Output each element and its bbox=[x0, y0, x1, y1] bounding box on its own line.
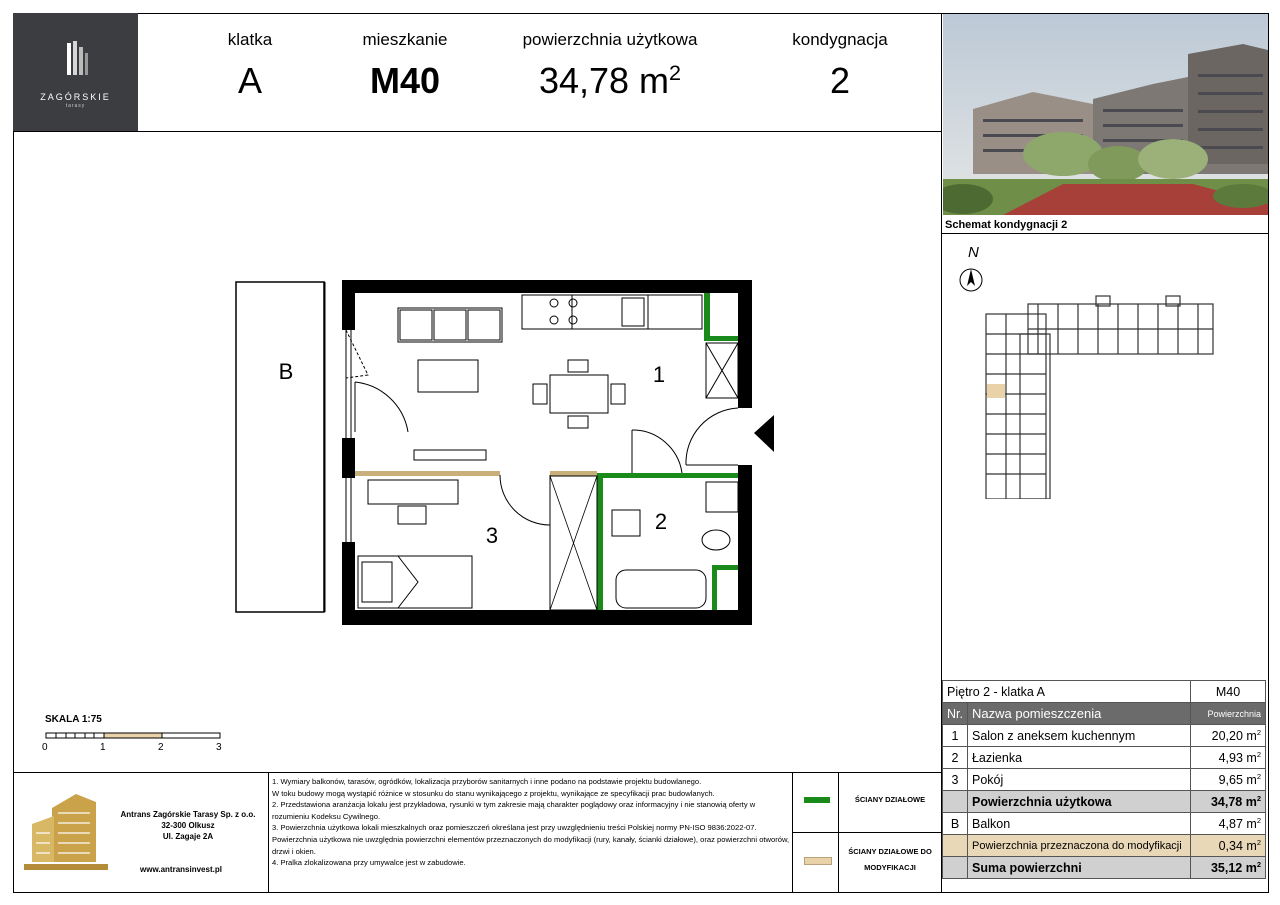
table-row-value: 35,12 bbox=[1210, 860, 1243, 875]
table-col-name: Nazwa pomieszczenia bbox=[967, 703, 1190, 725]
scale-label: SKALA 1:75 bbox=[45, 714, 102, 725]
table-row-value: 9,65 bbox=[1218, 772, 1243, 787]
table-row-nr: 1 bbox=[943, 725, 968, 747]
footer-divider-4 bbox=[792, 832, 942, 833]
table-row-value: 0,34 bbox=[1218, 838, 1243, 853]
note-4: 4. Pralka zlokalizowana przy umywalce jest w zabudowie. bbox=[272, 858, 466, 868]
legend-swatch-partition bbox=[804, 797, 830, 803]
table-row-nr: 3 bbox=[943, 769, 968, 791]
key-plan bbox=[978, 294, 1223, 499]
note-2: 2. Przedstawiona aranżacja lokalu jest przykładowa, rysunki w tym zakresie mają charakter poglądowy oraz informacyjny i nie stanowią oferty w rozumieniu Kodeksu Cywilnego. bbox=[272, 800, 756, 821]
table-row-unit: m bbox=[1246, 750, 1257, 765]
room-label-B: B bbox=[278, 359, 294, 384]
field-mieszkanie-label: mieszkanie bbox=[362, 30, 448, 49]
entry-arrow-icon bbox=[754, 415, 774, 452]
footer-divider bbox=[13, 772, 942, 773]
table-title: Piętro 2 - klatka A bbox=[943, 681, 1191, 703]
table-row-unit: m bbox=[1246, 728, 1257, 743]
table-row bbox=[943, 813, 1266, 835]
schema-title: Schemat kondygnacji 2 bbox=[945, 219, 1068, 231]
table-row-value: 4,87 bbox=[1218, 816, 1243, 831]
table-row-unit: m bbox=[1245, 794, 1257, 809]
table-row-name: Powierzchnia przeznaczona do modyfikacji bbox=[967, 835, 1190, 857]
website-link[interactable]: www.antransinvest.pl bbox=[140, 865, 222, 874]
table-row bbox=[943, 857, 1266, 879]
logo-mark-icon bbox=[65, 39, 89, 79]
company-city: 32-300 Olkusz bbox=[161, 821, 215, 830]
room-table bbox=[942, 680, 1266, 879]
table-row-value: 4,93 bbox=[1218, 750, 1243, 765]
scale-tick-1: 1 bbox=[100, 742, 106, 753]
table-row-nr bbox=[943, 857, 968, 879]
legend-label-modifiable: ŚCIANY DZIAŁOWE DO MODYFIKACJI bbox=[848, 847, 932, 872]
floor-plan bbox=[228, 270, 788, 640]
compass-icon bbox=[958, 266, 984, 294]
table-row-unit: m bbox=[1246, 838, 1257, 853]
table-row bbox=[943, 835, 1266, 857]
frame-left bbox=[13, 13, 14, 893]
room-label-3: 3 bbox=[485, 523, 499, 548]
table-body bbox=[943, 725, 1266, 879]
table-row bbox=[943, 791, 1266, 813]
table-row-area bbox=[1191, 769, 1266, 791]
table-row-area bbox=[1191, 835, 1266, 857]
key-plan-highlight bbox=[987, 384, 1005, 398]
table-row-unit: m bbox=[1246, 816, 1257, 831]
field-klatka-value: A bbox=[237, 60, 262, 101]
table-row-nr: B bbox=[943, 813, 968, 835]
header-divider bbox=[13, 131, 942, 132]
table-row-unit-sup: 2 bbox=[1256, 793, 1261, 803]
table-row-unit-sup: 2 bbox=[1256, 749, 1261, 759]
table-unit-code: M40 bbox=[1191, 681, 1266, 703]
note-3: 3. Powierzchnia użytkowa lokali mieszkalnych oraz pomieszczeń określana jest przy uwzględnieniu treści Polskiej normy PN-ISO 9836:2022-07. Powierzchnia użytkowa nie uwzględnia powierzchni elementów przeznaczonych do modyfikacji (rury, kanały, ścianki działowe), oraz powierzchni otworów, drzwi i okien. bbox=[272, 823, 790, 856]
table-row-nr: 2 bbox=[943, 747, 968, 769]
footer-divider-1 bbox=[268, 772, 269, 893]
table-row bbox=[943, 747, 1266, 769]
field-area-label: powierzchnia użytkowa bbox=[522, 30, 698, 49]
table-row-name: Pokój bbox=[967, 769, 1190, 791]
building-photo bbox=[943, 14, 1268, 215]
antrans-logo-icon bbox=[22, 788, 110, 874]
company-street: Ul. Zagaje 2A bbox=[162, 832, 214, 841]
note-1: 1. Wymiary balkonów, tarasów, ogródków, lokalizacja przyborów sanitarnych i inne podano na podstawie projektu budowlanego. bbox=[272, 777, 702, 786]
legend-swatch-modifiable bbox=[804, 857, 832, 865]
table-row-area bbox=[1191, 857, 1266, 879]
frame-right bbox=[1268, 13, 1269, 893]
schema-divider bbox=[942, 233, 1268, 234]
table-row-name: Suma powierzchni bbox=[967, 857, 1190, 879]
table-row-nr bbox=[943, 791, 968, 813]
field-kondygnacja-value: 2 bbox=[829, 60, 851, 101]
table-row-name: Łazienka bbox=[967, 747, 1190, 769]
field-area-value bbox=[510, 60, 710, 102]
table-row-name: Powierzchnia użytkowa bbox=[967, 791, 1190, 813]
scale-tick-3: 3 bbox=[216, 742, 222, 753]
table-row-value: 20,20 bbox=[1211, 728, 1243, 743]
table-row-unit-sup: 2 bbox=[1256, 859, 1261, 869]
table-row bbox=[943, 725, 1266, 747]
room-label-2: 2 bbox=[654, 509, 668, 534]
table-row-unit: m bbox=[1245, 860, 1257, 875]
table-row-name: Balkon bbox=[967, 813, 1190, 835]
company-address bbox=[108, 809, 268, 842]
north-label: N bbox=[968, 244, 979, 261]
table-col-area: Powierzchnia bbox=[1191, 703, 1266, 725]
scale-tick-0: 0 bbox=[42, 742, 48, 753]
table-row-unit-sup: 2 bbox=[1256, 771, 1261, 781]
table-row-area bbox=[1191, 747, 1266, 769]
field-mieszkanie-value: M40 bbox=[369, 60, 441, 101]
frame-bottom bbox=[13, 892, 1268, 893]
table-col-nr: Nr. bbox=[943, 703, 968, 725]
table-row-value: 34,78 bbox=[1210, 794, 1243, 809]
field-kondygnacja-label: kondygnacja bbox=[792, 30, 888, 49]
scale-bar bbox=[45, 731, 225, 741]
field-klatka-label: klatka bbox=[227, 30, 273, 49]
balcony-outline bbox=[236, 282, 324, 612]
table-row-unit: m bbox=[1246, 772, 1257, 787]
note-1b: W toku budowy mogą wystąpić różnice w stosunku do stanu wynikającego z projektu, wynikające ze specyfikacji prac budowlanych. bbox=[272, 788, 715, 798]
logo-brand: ZAGÓRSKIE bbox=[40, 92, 111, 102]
table-row bbox=[943, 769, 1266, 791]
table-row-area bbox=[1191, 791, 1266, 813]
table-row-unit-sup: 2 bbox=[1256, 727, 1261, 737]
company-name: Antrans Zagórskie Tarasy Sp. z o.o. bbox=[120, 810, 256, 819]
scale-tick-2: 2 bbox=[158, 742, 164, 753]
field-area-sup: 2 bbox=[669, 60, 682, 85]
table-row-name: Salon z aneksem kuchennym bbox=[967, 725, 1190, 747]
table-row-area bbox=[1191, 725, 1266, 747]
room-label-1: 1 bbox=[652, 362, 666, 387]
legend-label-partition: ŚCIANY DZIAŁOWE bbox=[854, 795, 926, 804]
footer-notes bbox=[272, 776, 792, 869]
logo-sub: tarasy bbox=[65, 103, 86, 109]
field-area-number: 34,78 m bbox=[538, 60, 670, 101]
table-row-unit-sup: 2 bbox=[1256, 815, 1261, 825]
logo bbox=[13, 13, 138, 131]
table-row-area bbox=[1191, 813, 1266, 835]
table-row-nr bbox=[943, 835, 968, 857]
table-row-unit-sup: 2 bbox=[1256, 837, 1261, 847]
